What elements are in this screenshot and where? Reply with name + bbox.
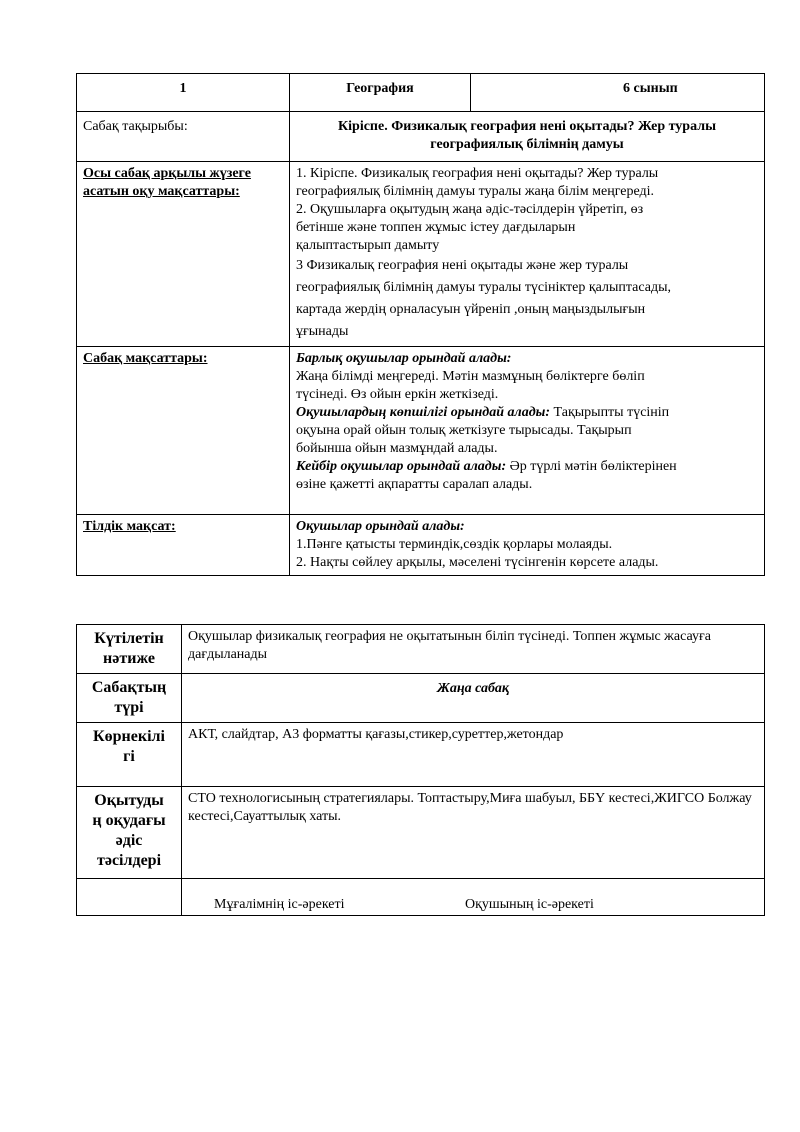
learning-goals-label: Осы сабақ арқылы жүзеге асатын оқу мақсаттары: — [77, 162, 290, 347]
visual-aids-value: АКТ, слайдтар, А3 форматты қағазы,стикер,суреттер,жетондар — [182, 723, 765, 787]
goal-line: өзіне қажетті ақпаратты саралап алады. — [296, 477, 533, 492]
goal-line: бойынша ойын мазмұндай алады. — [296, 441, 498, 456]
grade-label: 6 сынып — [471, 74, 765, 112]
empty-cell — [77, 879, 182, 916]
language-goal-heading: Оқушылар орындай алады: — [296, 519, 465, 534]
visual-aids-label: Көрнекілі гі — [77, 723, 182, 787]
lesson-number: 1 — [77, 74, 290, 112]
goal-line: Тақырыпты түсініп — [550, 405, 670, 420]
goal-line: 1.Пәнге қатысты терминдік,сөздік қорлары молаяды. — [296, 537, 613, 552]
goal-line: ұғынады — [296, 324, 349, 339]
topic-line: Кіріспе. Физикалық география нені оқытады? Жер туралы — [338, 119, 716, 134]
goal-line: бетінше және топпен жұмыс істеу дағдыларын — [296, 220, 576, 235]
goal-line: 1. Кіріспе. Физикалық география нені оқытады? Жер туралы — [296, 166, 659, 181]
learning-goals-text — [290, 162, 765, 347]
language-goal-text — [290, 515, 765, 576]
goal-line: географиялық білімнің дамуы туралы жаңа білім меңгереді. — [296, 184, 655, 199]
lesson-plan-table — [76, 73, 765, 576]
some-students-heading: Кейбір оқушылар орындай алады: — [296, 459, 507, 474]
goal-line: 2. Нақты сөйлеу арқылы, мәселені түсінгенін көрсете алады. — [296, 555, 659, 570]
goal-line: түсінеді. Өз ойын еркін жеткізеді. — [296, 387, 499, 402]
topic-value — [290, 112, 765, 162]
student-activity-label: Оқушының іс-әрекеті — [465, 897, 594, 912]
goal-line: Жаңа білімді меңгереді. Мәтін мазмұның бөліктерге бөліп — [296, 369, 645, 384]
lesson-type-value: Жаңа сабақ — [182, 674, 765, 723]
topic-line: географиялық білімнің дамуы — [430, 137, 624, 152]
goal-line: географиялық білімнің дамуы туралы түсініктер қалыптасады, — [296, 280, 672, 295]
topic-label: Сабақ тақырыбы: — [77, 112, 290, 162]
lesson-goals-text — [290, 347, 765, 515]
goal-line: картада жердің орналасуын үйреніп ,оның маңыздылығын — [296, 302, 646, 317]
goal-line: Әр түрлі мәтін бөліктерінен — [506, 459, 677, 474]
subject-name: География — [290, 74, 471, 112]
methods-label: Оқытуды ң оқудағы әдіс тәсілдері — [77, 787, 182, 879]
goal-line: оқуына орай ойын толық жеткізуге тырысады. Тақырып — [296, 423, 632, 438]
lesson-details-table — [76, 624, 765, 916]
most-students-heading: Оқушылардың көпшілігі орындай алады: — [296, 405, 551, 420]
lesson-type-label: Сабақтың түрі — [77, 674, 182, 723]
lesson-goals-label: Сабақ мақсаттары: — [77, 347, 290, 515]
activity-header — [182, 879, 765, 916]
expected-result-text: Оқушылар физикалық география не оқытатынын біліп түсінеді. Топпен жұмыс жасауға дағдыланады — [182, 625, 765, 674]
goal-line: қалыптастырып дамыту — [296, 238, 440, 253]
language-goal-label: Тілдік мақсат: — [77, 515, 290, 576]
methods-value: СТО технологисының стратегиялары. Топтастыру,Миға шабуыл, ББҮ кестесі,ЖИГСО Болжау кестесі,Сауаттылық хаты. — [182, 787, 765, 879]
goal-line: 2. Оқушыларға оқытудың жаңа әдіс-тәсілдерін үйретіп, өз — [296, 202, 644, 217]
teacher-activity-label: Мұғалімнің іс-әрекеті — [214, 897, 345, 912]
expected-result-label: Күтілетін нәтиже — [77, 625, 182, 674]
goal-line: 3 Физикалық география нені оқытады және жер туралы — [296, 258, 629, 273]
all-students-heading: Барлық оқушылар орындай алады: — [296, 351, 512, 366]
